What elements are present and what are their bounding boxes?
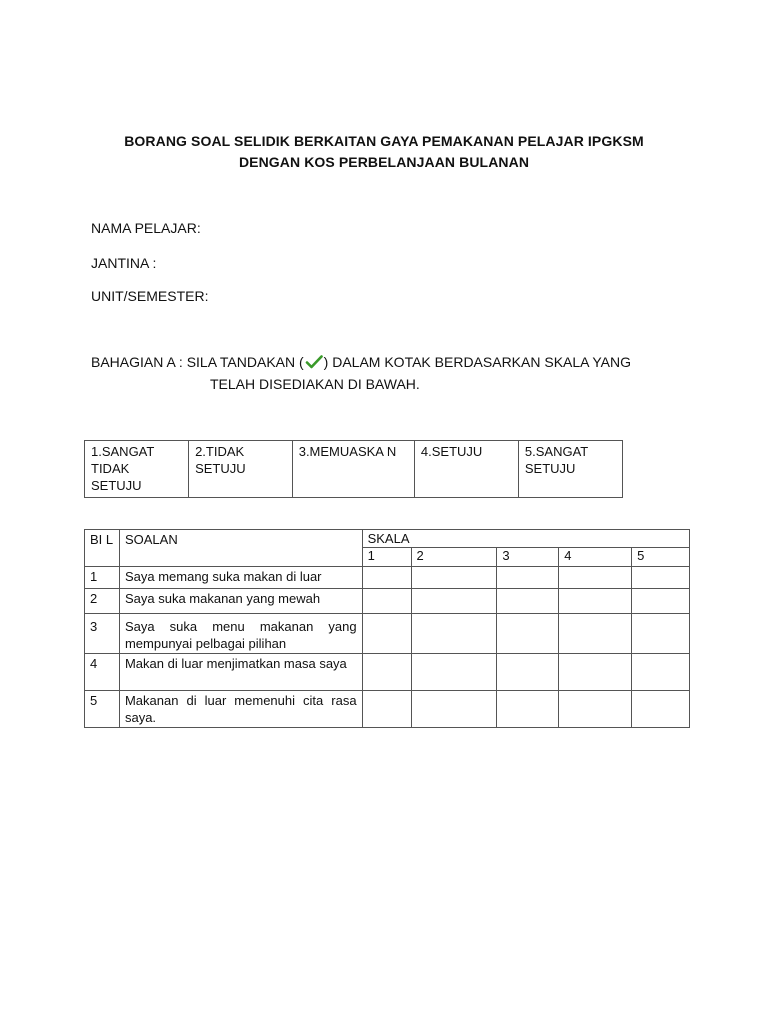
form-title-line-1: BORANG SOAL SELIDIK BERKAITAN GAYA PEMAKANAN PELAJAR IPGKSM — [124, 133, 644, 149]
scale-legend-4: 4.SETUJU — [414, 441, 518, 498]
instruction-line-2: TELAH DISEDIAKAN DI BAWAH. — [210, 376, 420, 392]
answer-box-1[interactable] — [362, 691, 411, 728]
answer-box-1[interactable] — [362, 654, 411, 691]
answer-box-1[interactable] — [362, 614, 411, 654]
answer-box-3[interactable] — [497, 589, 559, 614]
answer-box-1[interactable] — [362, 567, 411, 589]
answer-box-2[interactable] — [411, 567, 497, 589]
table-header-row — [85, 530, 690, 548]
question-text: Makanan di luar memenuhi cita rasa saya. — [119, 691, 362, 728]
question-number: 2 — [85, 589, 120, 614]
answer-box-2[interactable] — [411, 614, 497, 654]
scale-number-2: 2 — [411, 548, 497, 567]
instruction-text-b: ) DALAM KOTAK BERDASARKAN SKALA YANG — [323, 354, 631, 370]
scale-legend-3: 3.MEMUASKA N — [292, 441, 414, 498]
answer-box-4[interactable] — [559, 614, 632, 654]
answer-box-5[interactable] — [632, 567, 690, 589]
scale-number-3: 3 — [497, 548, 559, 567]
question-text: Saya memang suka makan di luar — [119, 567, 362, 589]
instruction-line-1 — [91, 354, 631, 370]
answer-box-5[interactable] — [632, 654, 690, 691]
question-number: 5 — [85, 691, 120, 728]
question-number: 1 — [85, 567, 120, 589]
answer-box-1[interactable] — [362, 589, 411, 614]
answer-box-3[interactable] — [497, 654, 559, 691]
answer-box-4[interactable] — [559, 589, 632, 614]
answer-box-4[interactable] — [559, 691, 632, 728]
question-text: Saya suka menu makanan yang mempunyai pelbagai pilihan — [119, 614, 362, 654]
field-jantina: JANTINA : — [91, 255, 157, 271]
answer-box-5[interactable] — [632, 589, 690, 614]
scale-legend-2: 2.TIDAK SETUJU — [189, 441, 293, 498]
scale-number-5: 5 — [632, 548, 690, 567]
header-skala: SKALA — [362, 530, 689, 548]
field-unit-semester: UNIT/SEMESTER: — [91, 288, 209, 304]
checkmark-icon — [305, 355, 323, 369]
question-text: Makan di luar menjimatkan masa saya — [119, 654, 362, 691]
table-row — [85, 654, 690, 691]
form-title-line-2: DENGAN KOS PERBELANJAAN BULANAN — [238, 154, 530, 170]
scale-number-4: 4 — [559, 548, 632, 567]
answer-box-2[interactable] — [411, 654, 497, 691]
header-soalan: SOALAN — [119, 530, 362, 567]
scale-number-1: 1 — [362, 548, 411, 567]
answer-box-3[interactable] — [497, 614, 559, 654]
answer-box-4[interactable] — [559, 654, 632, 691]
answer-box-2[interactable] — [411, 589, 497, 614]
answer-box-3[interactable] — [497, 691, 559, 728]
questions-table — [84, 529, 690, 728]
scale-legend-table — [84, 440, 623, 498]
answer-box-5[interactable] — [632, 614, 690, 654]
scale-legend-5: 5.SANGAT SETUJU — [518, 441, 622, 498]
table-row — [85, 614, 690, 654]
scale-legend-row — [85, 441, 623, 498]
question-number: 3 — [85, 614, 120, 654]
instruction-text-a: BAHAGIAN A : SILA TANDAKAN ( — [91, 354, 304, 370]
answer-box-2[interactable] — [411, 691, 497, 728]
table-row — [85, 589, 690, 614]
scale-legend-1: 1.SANGAT TIDAK SETUJU — [85, 441, 189, 498]
answer-box-3[interactable] — [497, 567, 559, 589]
header-bil: BI L — [85, 530, 120, 567]
answer-box-4[interactable] — [559, 567, 632, 589]
field-nama-pelajar: NAMA PELAJAR: — [91, 220, 201, 236]
answer-box-5[interactable] — [632, 691, 690, 728]
question-number: 4 — [85, 654, 120, 691]
table-row — [85, 567, 690, 589]
question-text: Saya suka makanan yang mewah — [119, 589, 362, 614]
table-row — [85, 691, 690, 728]
